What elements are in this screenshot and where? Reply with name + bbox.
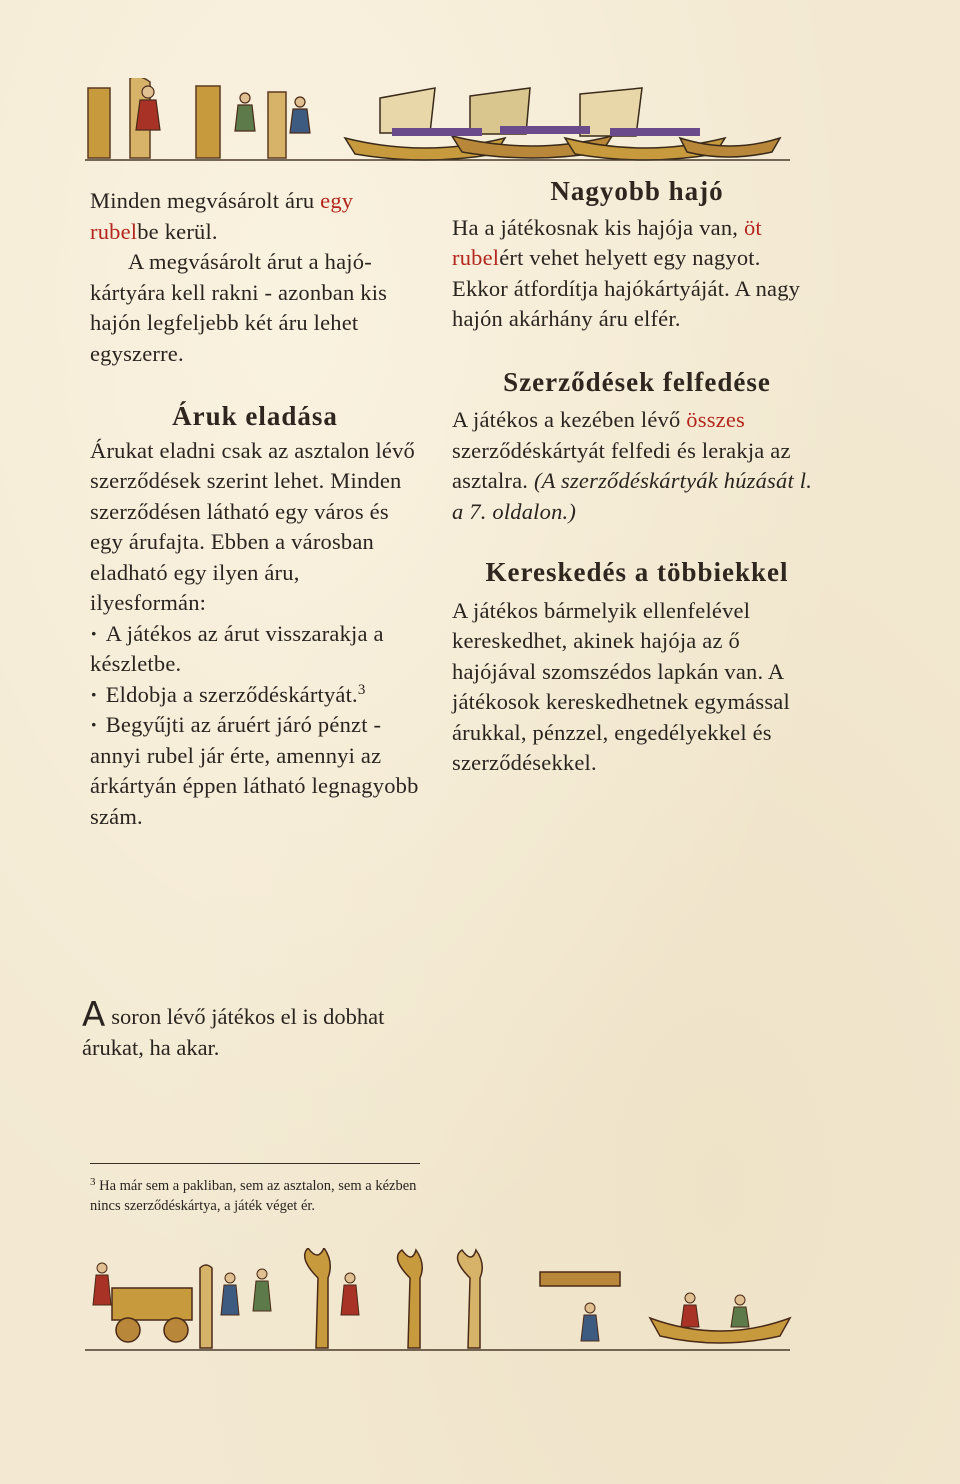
trading-paragraph: A játékos bármelyik ellenfelével kereskedhet, akinek hajója az ő hajójával szomszédos lapkán van. A játékosok kereskedhetnek egymással árukkal, pénzzel, engedélyekkel és szerződésekkel. [452, 597, 790, 775]
tapestry-bottom-illustration [0, 1248, 960, 1358]
red-highlight-ot-rubel: öt rubel [452, 214, 762, 270]
heading-kereskedes: Kereskedés a többiekkel [485, 557, 789, 587]
heading-szerzodesek-felfedese: Szerződések felfedése [503, 366, 771, 397]
cargo-paragraph: A megvásárolt árut a hajókártyára kell rakni - azonban kis hajón legfeljebb két áru lehet egyszerre. [90, 249, 388, 366]
heading-aruk-eladasa: Áruk eladása [172, 401, 338, 431]
bullet-item-2: · Eldobja a szerződéskártyát.$^3$ [90, 681, 366, 707]
footnote-number: 3 [90, 1176, 96, 1188]
footnote: $^3$ Ha már sem a pakliban, sem az asztalon, sem a kézben nincs szerződéskártya, a játék véget ér. [90, 1176, 417, 1214]
selling-paragraph: Árukat eladni csak az asztalon lévő szerződések szerint lehet. Minden szerződésen látható egy város és egy árufajta. Ebben a városban eladható egy ilyen áru, ilyesformán: [90, 437, 415, 615]
right-column [452, 176, 822, 779]
tapestry-top-illustration [0, 78, 960, 168]
page-reference: (A szerződéskártyák húzását l. a 7. oldalon.) [452, 468, 813, 524]
bigger-ship-paragraph: Ha a játékosnak kis hajója van, öt rubelért vehet helyett egy nagyot. Ekkor átfordítja hajókártyáját. A nagy hajón akárhány áru elfér. [452, 214, 801, 331]
discard-note: Asoron lévő játékos el is dobhat árukat, ha akar. [82, 995, 385, 1060]
drop-cap: A [82, 995, 106, 1035]
red-highlight-egy-rubel: egy rubel [90, 188, 354, 244]
left-column [90, 186, 420, 832]
bullet-item-1: · A játékos az árut visszarakja a készletbe. [90, 620, 384, 676]
red-highlight-osszes: összes [686, 407, 745, 432]
heading-nagyobb-hajo: Nagyobb hajó [550, 176, 724, 206]
reveal-contracts-paragraph: A játékos a kezében lévő összes szerződéskártyát felfedi és lerakja az asztalra. (A szerződéskártyák húzását l. a 7. oldalon.) [452, 407, 813, 524]
footnote-mark: 3 [357, 681, 366, 698]
bullet-item-3: · Begyűjti az áruért járó pénzt - annyi rubel jár érte, amennyi az árkártyán éppen látható legnagyobb szám. [90, 712, 419, 829]
footnote-divider [90, 1163, 420, 1164]
purchase-cost-paragraph: Minden megvásárolt áru egy rubelbe kerül. [90, 188, 354, 244]
